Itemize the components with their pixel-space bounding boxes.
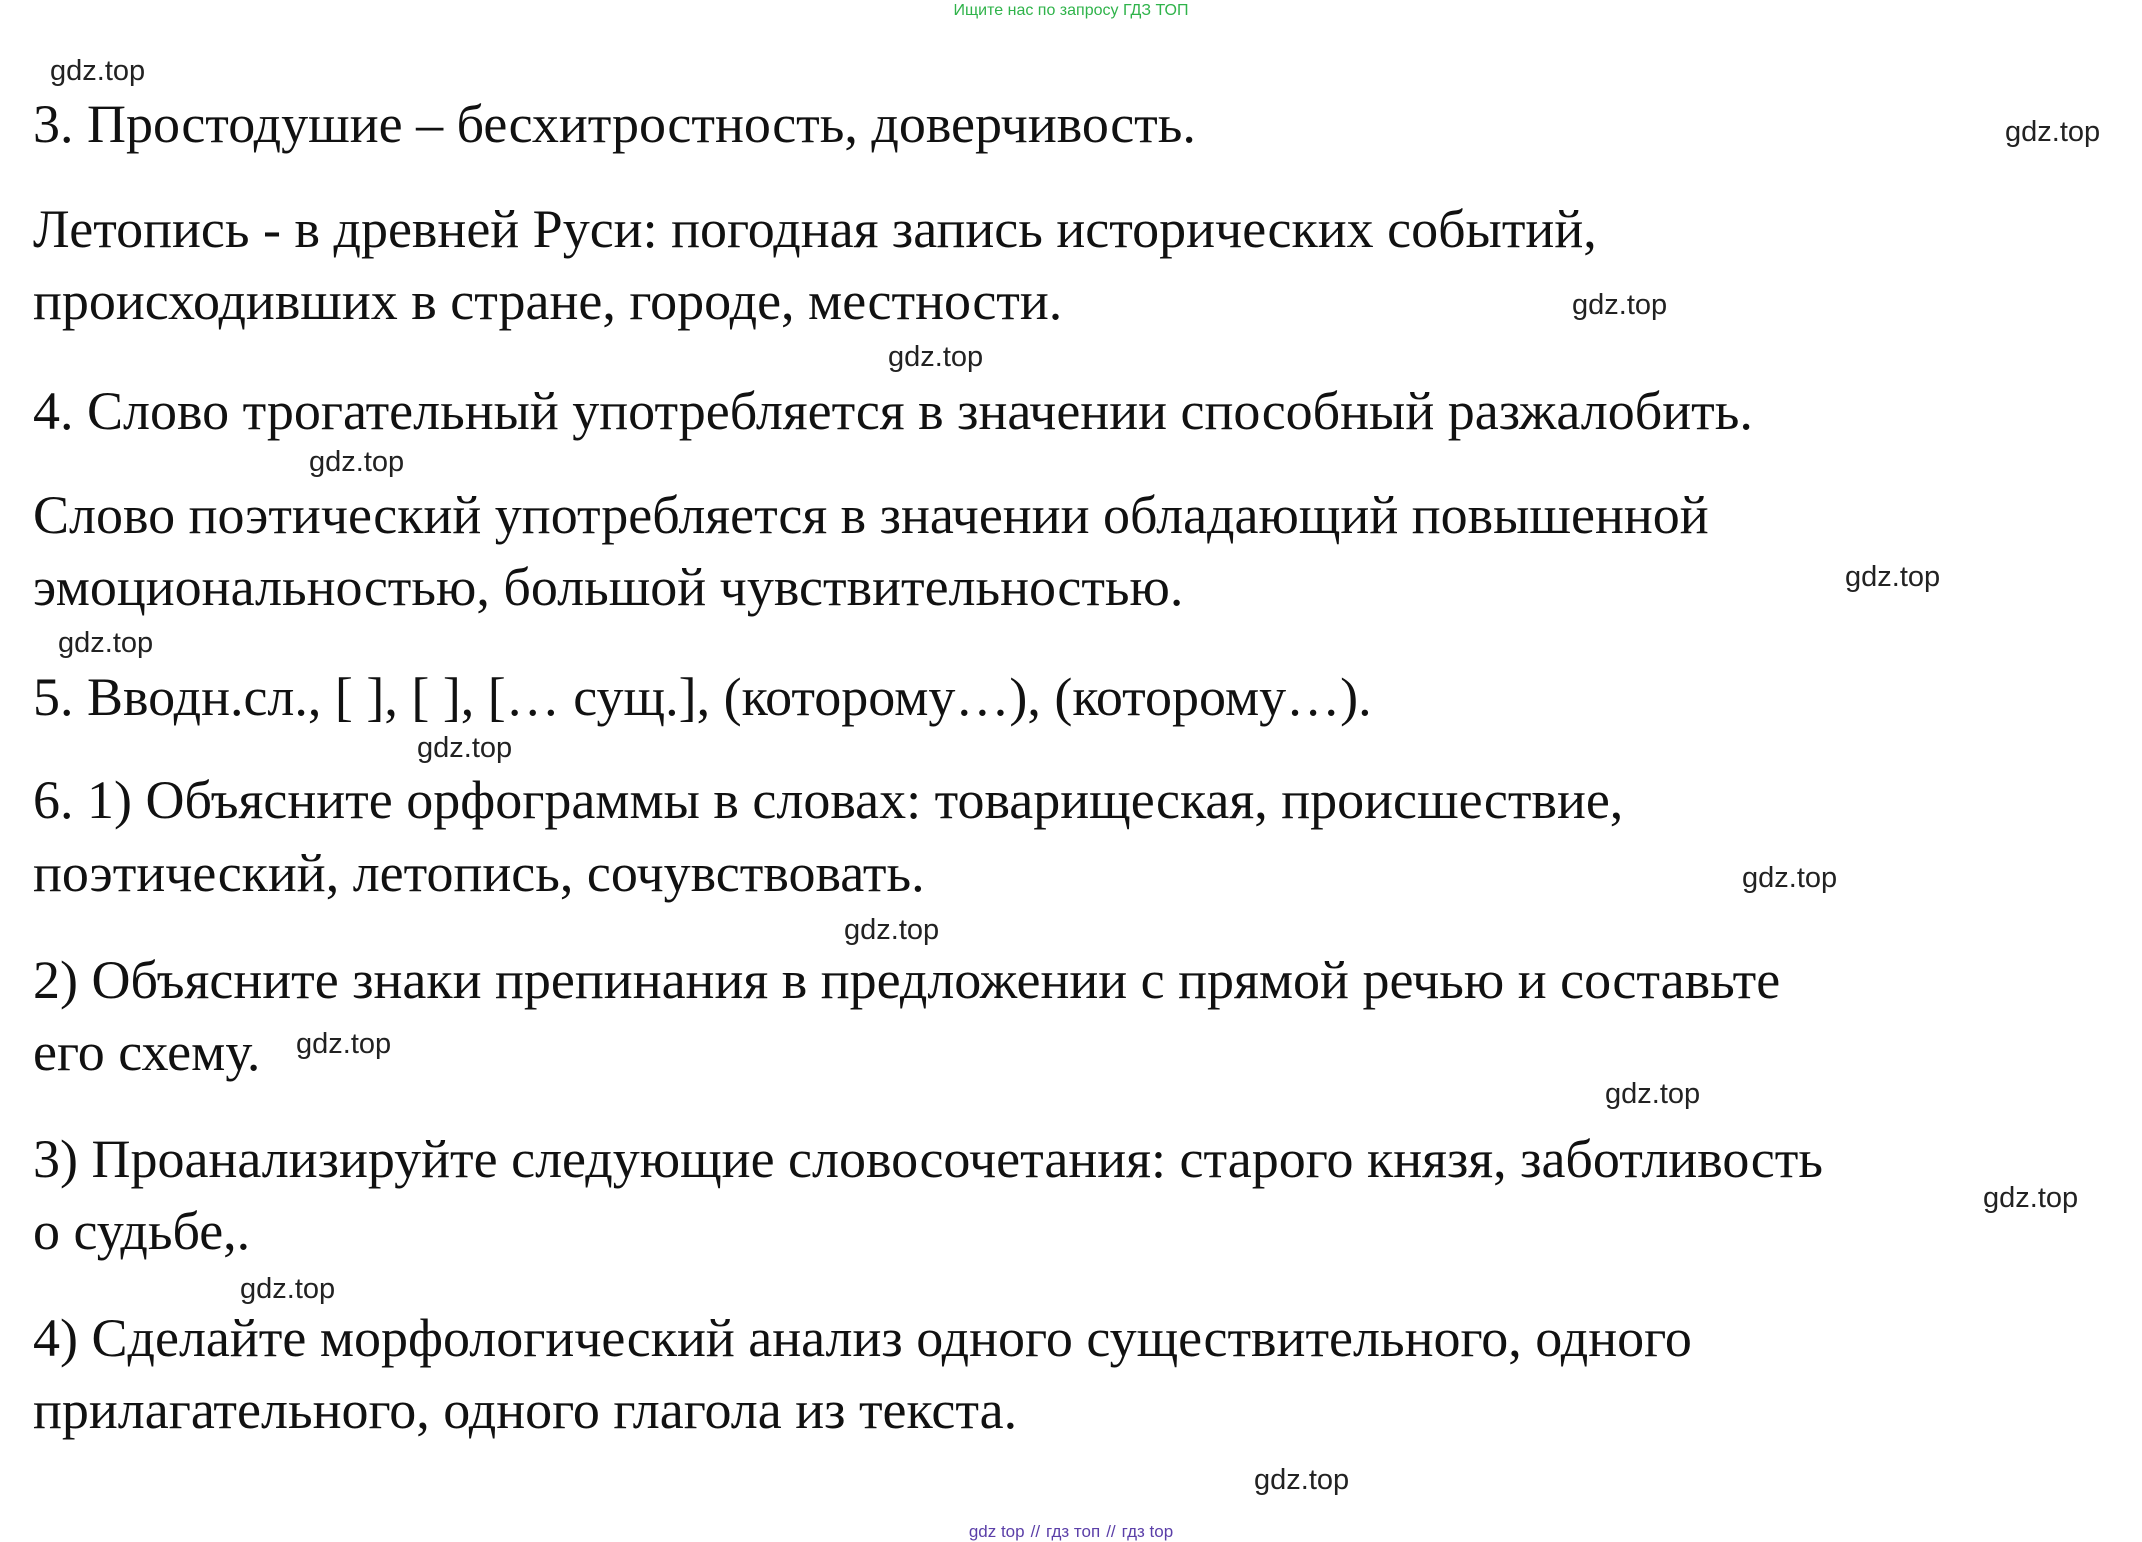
text-line: эмоциональностью, большой чувствительностью.	[33, 557, 1184, 617]
text-line: 4) Сделайте морфологический анализ одного существительного, одного	[33, 1308, 1692, 1368]
footer-separator: //	[1106, 1522, 1116, 1541]
watermark: gdz.top	[888, 341, 984, 373]
watermark: gdz.top	[1983, 1182, 2079, 1214]
text-line: 5. Вводн.сл., [ ], [ ], [… сущ.], (которому…), (которому…).	[33, 667, 1372, 727]
text-line: Летопись - в древней Руси: погодная запись исторических событий,	[33, 199, 1597, 259]
footer-link[interactable]: гдз top	[1121, 1522, 1174, 1541]
watermark: gdz.top	[1742, 862, 1838, 894]
watermark: gdz.top	[1845, 561, 1941, 593]
text-line: прилагательного, одного глагола из текста.	[33, 1380, 1018, 1440]
text-line: его схему.	[33, 1022, 261, 1082]
text-line: 4. Слово трогательный употребляется в значении способный разжалобить.	[33, 381, 1753, 441]
text-line: 2) Объясните знаки препинания в предложении с прямой речью и составьте	[33, 950, 1781, 1010]
watermark: gdz.top	[50, 55, 146, 87]
footer-link[interactable]: gdz top	[968, 1522, 1025, 1541]
text-line: о судьбе,.	[33, 1201, 251, 1261]
watermark: gdz.top	[309, 446, 405, 478]
watermark: gdz.top	[2005, 116, 2101, 148]
watermark: gdz.top	[240, 1273, 336, 1305]
watermark: gdz.top	[296, 1028, 392, 1060]
text-line: происходивших в стране, городе, местности.	[33, 271, 1063, 331]
watermark: gdz.top	[844, 914, 940, 946]
text-line: 6. 1) Объясните орфограммы в словах: товарищеская, происшествие,	[33, 770, 1624, 830]
text-line: поэтический, летопись, сочувствовать.	[33, 843, 925, 903]
watermark: gdz.top	[58, 627, 154, 659]
footer-links	[0, 1522, 2142, 1542]
top-banner: Ищите нас по запросу ГДЗ ТОП	[953, 2, 1189, 19]
text-line: 3. Простодушие – бесхитростность, доверчивость.	[33, 94, 1196, 154]
watermark: gdz.top	[1605, 1078, 1701, 1110]
watermark: gdz.top	[417, 732, 513, 764]
watermark: gdz.top	[1254, 1464, 1350, 1496]
footer-link[interactable]: гдз топ	[1046, 1522, 1101, 1541]
text-line: Слово поэтический употребляется в значении обладающий повышенной	[33, 485, 1709, 545]
watermark: gdz.top	[1572, 289, 1668, 321]
text-line: 3) Проанализируйте следующие словосочетания: старого князя, заботливость	[33, 1129, 1823, 1189]
footer-separator: //	[1030, 1522, 1041, 1541]
